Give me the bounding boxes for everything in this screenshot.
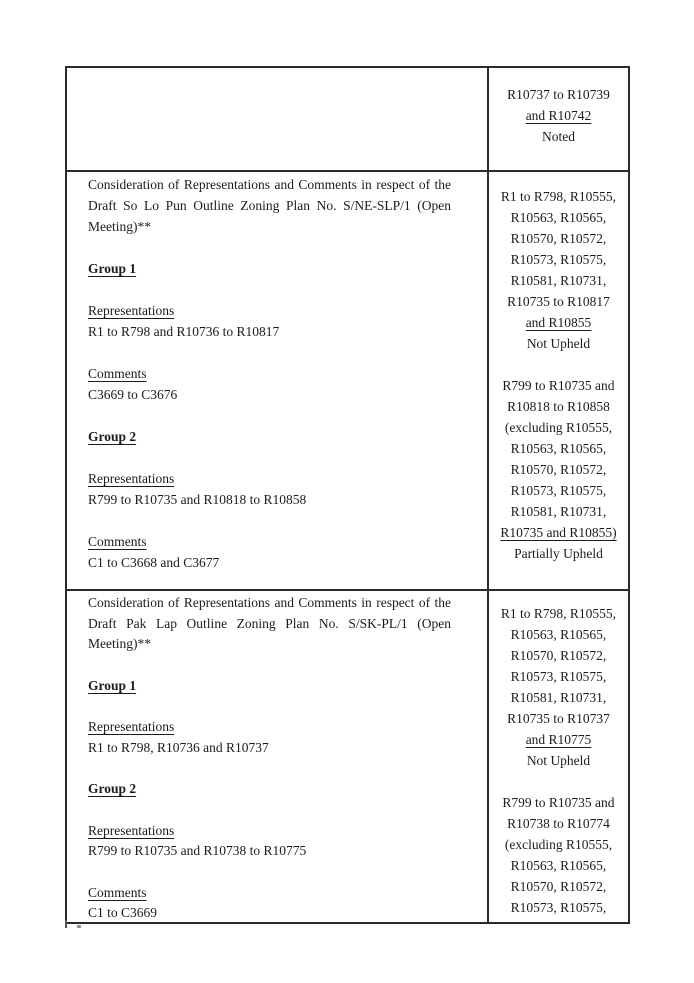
text-line: and R10742 [525,108,592,123]
text-line: Representations [88,471,175,486]
text-line: R10573, R10575, [510,669,607,684]
text-line: R1 to R798, R10555, [500,189,617,204]
text-line: R10573, R10575, [510,252,607,267]
text-line: Representations [88,822,175,838]
text-line: Group 1 [88,261,137,276]
text-line: Draft Pak Lap Outline Zoning Plan No. S/SK-PL/1 (Open [88,615,451,631]
row-pak-lap-plan-item-description-cell [66,590,488,923]
scan-artifact-border-tail [65,920,67,928]
text-line: R10581, R10731, [510,273,607,288]
blank-line [88,655,451,676]
text-line: R1 to R798 and R10736 to R10817 [88,324,280,339]
row-previous-item-decision-decision-cell [488,67,629,171]
agenda-table-body [66,67,629,923]
blank-line [88,759,451,780]
row-pak-lap-plan-decision-cell [488,590,629,923]
blank-line [88,862,451,883]
row-so-lo-pun-plan [66,171,629,590]
text-line: R10818 to R10858 [507,399,610,414]
text-line: C1 to C3668 and C3677 [88,555,220,570]
text-line: R1 to R798, R10736 and R10737 [88,739,269,755]
text-line: Partially Upheld [514,546,603,561]
text-line: Meeting)** [88,636,151,652]
cell-content [489,172,628,587]
text-line: R799 to R10735 and [502,795,615,810]
text-line: and R10855 [525,315,592,330]
cell-content [67,68,487,168]
row-previous-item-decision-item-description-cell [66,67,488,171]
blank-line [88,405,451,426]
text-line: and R10775 [525,732,592,747]
text-line: Draft So Lo Pun Outline Zoning Plan No. S/NE-SLP/1 (Open [88,198,451,213]
text-line: (excluding R10555, [504,420,613,435]
text-line: Consideration of Representations and Comments in respect of the [88,595,451,610]
text-line: C3669 to C3676 [88,387,178,402]
blank-line [492,771,625,792]
scan-artifact-dot [77,925,81,928]
text-line: R10570, R10572, [510,462,607,477]
row-previous-item-decision [66,67,629,171]
blank-line [88,447,451,468]
text-line: R10735 to R10817 [507,294,610,309]
text-line: R10738 to R10774 [507,816,610,831]
text-line: R799 to R10735 and R10738 to R10775 [88,843,307,859]
text-line: Group 2 [88,781,137,797]
text-line: Comments [88,366,147,381]
text-line: Not Upheld [526,336,591,351]
text-line: R10563, R10565, [510,627,607,642]
cell-content [67,591,487,920]
text-line: R10563, R10565, [510,441,607,456]
blank-line [88,696,451,717]
text-line: R10570, R10572, [510,648,607,663]
blank-line [88,342,451,363]
text-line: Not Upheld [526,753,591,768]
text-line: R10563, R10565, [510,210,607,225]
text-line: Noted [542,129,575,144]
text-line: R10737 to R10739 [507,87,610,102]
blank-line [88,510,451,531]
text-line: Representations [88,719,175,735]
cell-content [67,172,487,587]
cell-content [489,591,628,920]
text-line: Meeting)** [88,219,151,234]
text-line: R10570, R10572, [510,231,607,246]
text-line: R10573, R10575, [510,900,607,915]
cell-content [489,68,628,168]
text-line: C1 to C3669 [88,905,158,920]
agenda-decision-table [65,66,630,924]
text-line: R10581, R10731, [510,690,607,705]
blank-line [492,354,625,375]
text-line: R10735 and R10855) [500,525,617,540]
text-line: R10570, R10572, [510,879,607,894]
row-pak-lap-plan [66,590,629,923]
text-line: Comments [88,884,147,900]
text-line: R799 to R10735 and R10818 to R10858 [88,492,307,507]
blank-line [88,800,451,821]
blank-line [88,279,451,300]
text-line: Consideration of Representations and Comments in respect of the [88,177,451,192]
text-line: Group 1 [88,677,137,693]
text-line: (excluding R10555, [504,837,613,852]
text-line: Group 2 [88,429,137,444]
text-line: Representations [88,303,175,318]
text-line: R10563, R10565, [510,858,607,873]
text-line: R10573, R10575, [510,483,607,498]
text-line: R10581, R10731, [510,504,607,519]
text-line: R1 to R798, R10555, [500,606,617,621]
text-line: R10735 to R10737 [507,711,610,726]
row-so-lo-pun-plan-item-description-cell [66,171,488,590]
blank-line [88,237,451,258]
text-line: Comments [88,534,147,549]
row-so-lo-pun-plan-decision-cell [488,171,629,590]
text-line: R799 to R10735 and [502,378,615,393]
